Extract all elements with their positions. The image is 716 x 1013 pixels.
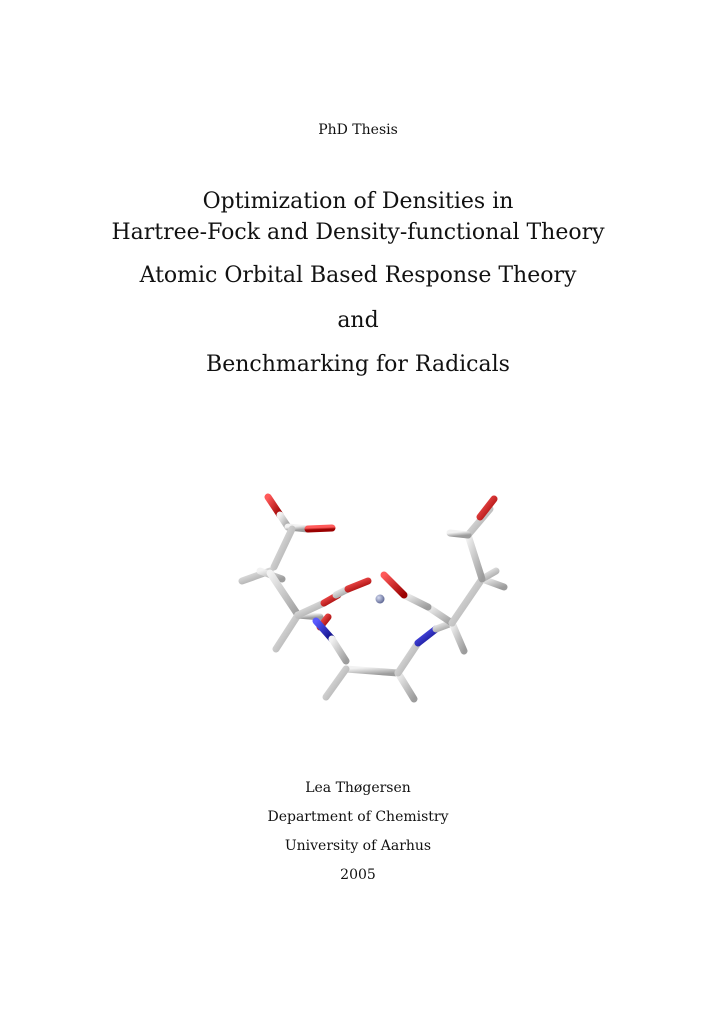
title-line-3: Atomic Orbital Based Response Theory	[139, 263, 577, 288]
bond	[348, 581, 368, 589]
bond	[274, 529, 292, 567]
bond	[398, 643, 418, 673]
author-name: Lea Thøgersen	[305, 780, 411, 796]
title-line-2: Hartree-Fock and Density-functional Theory	[111, 220, 605, 245]
title-line-4: and	[337, 308, 379, 333]
bond	[452, 623, 464, 651]
bond	[404, 595, 428, 607]
university: University of Aarhus	[284, 838, 432, 854]
title-line-1: Optimization of Densities in	[202, 189, 514, 214]
department: Department of Chemistry	[267, 809, 449, 825]
bond	[398, 673, 414, 699]
bond	[332, 639, 346, 661]
bond	[308, 528, 332, 529]
molecule-stick-figure	[228, 483, 520, 711]
bond	[346, 669, 398, 673]
title-line-5: Benchmarking for Radicals	[206, 352, 510, 377]
bond	[428, 607, 452, 623]
year: 2005	[340, 867, 376, 883]
metal-atom	[376, 595, 385, 604]
bond	[326, 669, 346, 697]
bond	[468, 535, 482, 579]
bond	[384, 575, 404, 595]
thesis-type-label: PhD Thesis	[318, 122, 398, 138]
bond	[276, 615, 298, 649]
bond	[452, 579, 482, 623]
